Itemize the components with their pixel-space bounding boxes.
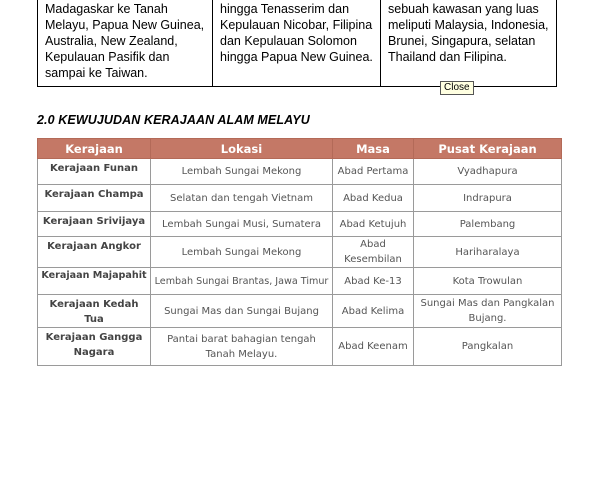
cell-pusat: Indrapura <box>414 185 562 212</box>
close-tooltip-button[interactable]: Close <box>440 81 474 95</box>
cell-kerajaan: Kerajaan Kedah Tua <box>38 295 151 328</box>
cell-pusat: Vyadhapura <box>414 159 562 185</box>
text-line: hingga Papua New Guinea. <box>220 50 373 64</box>
cell-kerajaan: Kerajaan Champa <box>38 185 151 212</box>
table-row <box>38 159 562 185</box>
cell-lokasi: Lembah Sungai Mekong <box>151 159 333 185</box>
cell-pusat: Palembang <box>414 212 562 237</box>
table-row <box>38 295 562 328</box>
continued-cell-3 <box>381 0 556 86</box>
text-line: Madagaskar ke Tanah <box>45 2 168 16</box>
cell-masa: Abad Kedua <box>333 185 414 212</box>
header-pusat-kerajaan: Pusat Kerajaan <box>414 139 562 159</box>
text-line: Melayu, Papua New Guinea, <box>45 18 205 32</box>
header-kerajaan: Kerajaan <box>38 139 151 159</box>
cell-pusat: Sungai Mas dan Pangkalan Bujang. <box>414 295 562 328</box>
cell-pusat: Kota Trowulan <box>414 268 562 295</box>
table-row <box>38 328 562 366</box>
cell-pusat: Hariharalaya <box>414 237 562 268</box>
cell-kerajaan: Kerajaan Angkor <box>38 237 151 268</box>
table-row <box>38 268 562 295</box>
section-heading: 2.0 KEWUJUDAN KERAJAAN ALAM MELAYU <box>37 113 310 127</box>
cell-lokasi: Lembah Sungai Musi, Sumatera <box>151 212 333 237</box>
text-line: sebuah kawasan yang luas <box>388 2 539 16</box>
table-header-row <box>38 139 562 159</box>
text-line: hingga Tenasserim dan <box>220 2 350 16</box>
text-line: Brunei, Singapura, selatan <box>388 34 536 48</box>
cell-masa: Abad Keenam <box>333 328 414 366</box>
cell-masa: Abad Kesembilan <box>333 237 414 268</box>
text-line: Australia, New Zealand, <box>45 34 178 48</box>
cell-kerajaan: Kerajaan Funan <box>38 159 151 185</box>
continued-cell-1 <box>38 0 213 86</box>
cell-lokasi: Selatan dan tengah Vietnam <box>151 185 333 212</box>
cell-kerajaan: Kerajaan Srivijaya <box>38 212 151 237</box>
cell-masa: Abad Kelima <box>333 295 414 328</box>
cell-pusat: Pangkalan <box>414 328 562 366</box>
cell-lokasi: Lembah Sungai Brantas, Jawa Timur <box>151 268 333 295</box>
cell-lokasi: Pantai barat bahagian tengah Tanah Melayu. <box>151 328 333 366</box>
header-masa: Masa <box>333 139 414 159</box>
text-line: meliputi Malaysia, Indonesia, <box>388 18 549 32</box>
kingdoms-table <box>37 138 562 366</box>
cell-lokasi: Lembah Sungai Mekong <box>151 237 333 268</box>
continued-table-fragment <box>37 0 557 87</box>
table-row <box>38 212 562 237</box>
table-row <box>38 185 562 212</box>
cell-masa: Abad Ketujuh <box>333 212 414 237</box>
text-line: dan Kepulauan Solomon <box>220 34 357 48</box>
cell-masa: Abad Ke-13 <box>333 268 414 295</box>
cell-masa: Abad Pertama <box>333 159 414 185</box>
text-line: sampai ke Taiwan. <box>45 66 148 80</box>
text-line: Kepulauan Nicobar, Filipina <box>220 18 373 32</box>
cell-lokasi: Sungai Mas dan Sungai Bujang <box>151 295 333 328</box>
header-lokasi: Lokasi <box>151 139 333 159</box>
table-row <box>38 237 562 268</box>
text-line: Kepulauan Pasifik dan <box>45 50 170 64</box>
continued-cell-2 <box>213 0 381 86</box>
text-line: Thailand dan Filipina. <box>388 50 507 64</box>
cell-kerajaan: Kerajaan Majapahit <box>38 268 151 295</box>
cell-kerajaan: Kerajaan Gangga Nagara <box>38 328 151 366</box>
